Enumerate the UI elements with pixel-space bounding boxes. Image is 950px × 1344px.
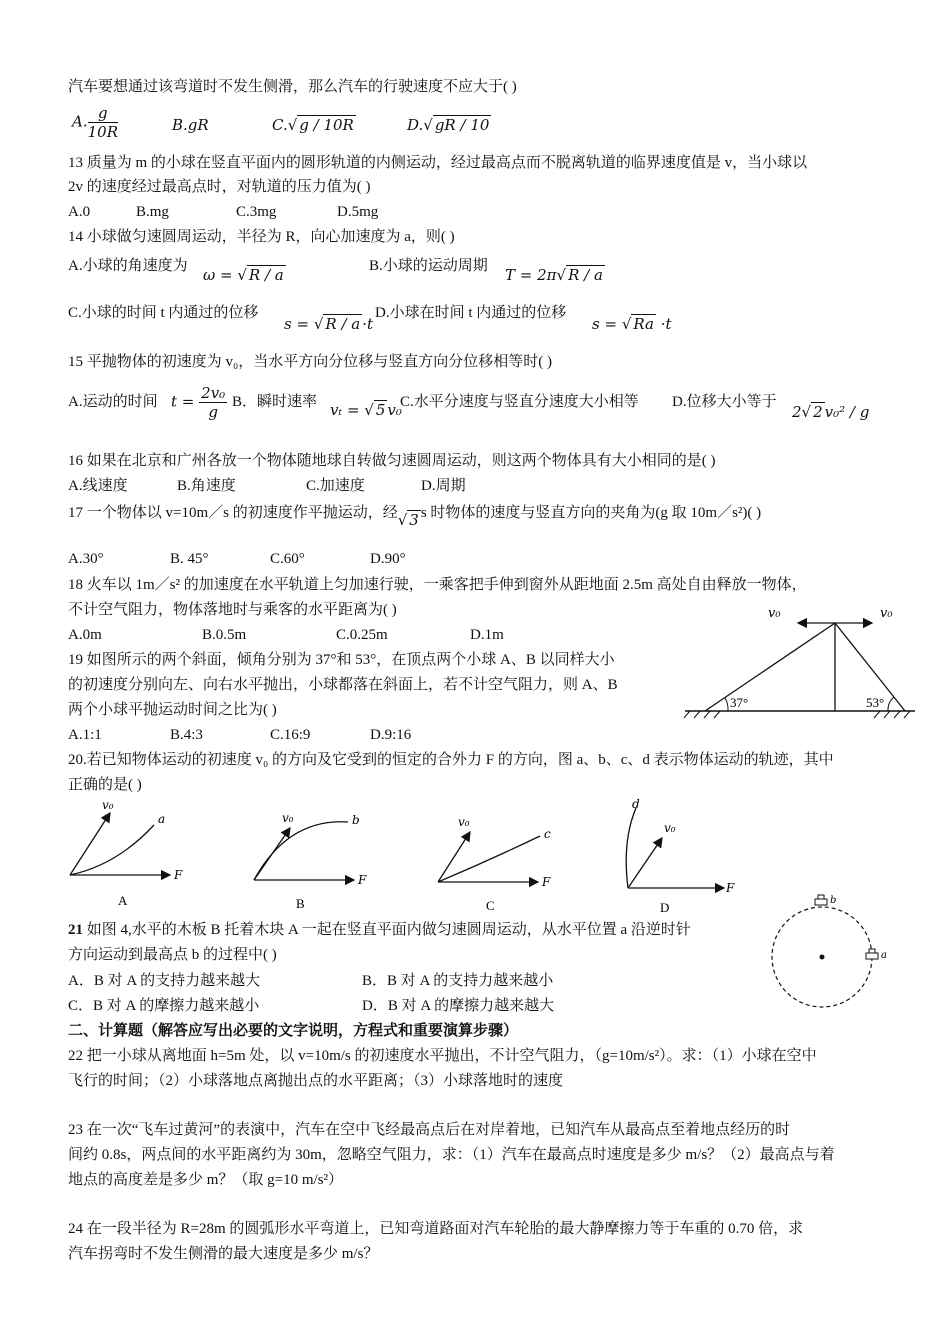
- q17-option-b: B. 45°: [170, 551, 209, 567]
- q12-option-b: B.gR: [172, 116, 209, 134]
- q18-line1: 18 火车以 1m／s² 的加速度在水平轨道上匀加速行驶，一乘客把手伸到窗外从距地面 2.5m 高处自由释放一物体，: [68, 577, 807, 593]
- v0-left-label: v₀: [768, 606, 781, 621]
- q15-option-a: A.运动的时间: [68, 394, 158, 410]
- curve-label: c: [544, 827, 551, 841]
- q16-option-a: A.线速度: [68, 478, 128, 494]
- angle-arc-left: [725, 698, 728, 711]
- q14-option-b: B.小球的运动周期: [369, 258, 488, 274]
- q14-option-c-formula: s = √ R / a ·t: [284, 315, 374, 333]
- q14-option-d-formula: s = √ Ra ·t: [592, 315, 672, 333]
- force-label: F: [726, 881, 735, 895]
- q20-line2: 正确的是( ): [68, 777, 142, 793]
- q24-line1: 24 在一段半径为 R=28m 的圆弧形水平弯道上，已知弯道路面对汽车轮胎的最大静摩擦力等于车重的 0.70 倍，求: [68, 1221, 804, 1237]
- q13-option-a: A.0: [68, 204, 91, 220]
- q14-option-a-formula: ω = √ R / a: [203, 266, 284, 284]
- q13-option-b: B.mg: [136, 204, 169, 220]
- q20-figure-a: [62, 795, 192, 910]
- left-incline: [705, 623, 835, 711]
- q21-line2: 方向运动到最高点 b 的过程中( ): [68, 947, 277, 963]
- block-at-b: [815, 899, 827, 905]
- trajectory-a: [70, 825, 154, 875]
- curve-label: a: [158, 812, 166, 826]
- angle-53-label: 53°: [866, 695, 885, 710]
- label-b: b: [830, 895, 837, 906]
- v0-label: v₀: [282, 811, 294, 825]
- angle-37-label: 37°: [730, 695, 749, 710]
- q14-option-c: C.小球的时间 t 内通过的位移: [68, 305, 259, 321]
- q13-option-c: C.3mg: [236, 204, 277, 220]
- trajectory-d: [626, 808, 636, 888]
- q23-line1: 23 在一次“飞车过黄河”的表演中，汽车在空中飞经最高点后在对岸着地，已知汽车从最高点至着地点经历的时: [68, 1122, 791, 1138]
- q19-line3: 两个小球平抛运动时间之比为( ): [68, 702, 277, 718]
- figure-caption: A: [118, 893, 128, 908]
- q13-line2: 2v 的速度经过最高点时，对轨道的压力值为( ): [68, 179, 371, 195]
- q21-option-c: C．B 对 A 的摩擦力越来越小: [68, 998, 260, 1014]
- figure-caption: C: [486, 898, 495, 913]
- q20-figure-b: [248, 808, 378, 918]
- q23-line2: 间约 0.8s，两点间的水平距离约为 30m，忽略空气阻力，求：（1）汽车在最高点时速度是多少 m/s？（2）最高点与着: [68, 1147, 835, 1163]
- center-point: [820, 955, 825, 960]
- q14-option-d: D.小球在时间 t 内通过的位移: [375, 305, 567, 321]
- q13-line1: 13 质量为 m 的小球在竖直平面内的圆形轨道的内侧运动，经过最高点而不脱离轨道的临界速度值是 v，当小球以: [68, 155, 808, 171]
- force-label: F: [542, 875, 551, 889]
- v0-label: v₀: [664, 821, 676, 835]
- q18-line2: 不计空气阻力，物体落地时与乘客的水平距离为( ): [68, 602, 397, 618]
- q20-figure-c: [430, 810, 560, 920]
- q19-option-c: C.16:9: [270, 727, 311, 743]
- figure-caption: B: [296, 896, 305, 911]
- q17-option-d: D.90°: [370, 551, 406, 567]
- v0-label: v₀: [458, 815, 470, 829]
- q15-option-c: C.水平分速度与竖直分速度大小相等: [400, 394, 639, 410]
- q20-figure-d: [620, 796, 750, 914]
- q17-stem: 17 一个物体以 v=10m／s 的初速度作平抛运动，经√ 3 s 时物体的速度与竖直方向的夹角为(g 取 10m／s²)( ): [68, 505, 762, 529]
- force-label: F: [174, 868, 183, 882]
- q19-option-a: A.1:1: [68, 727, 102, 743]
- q15-option-b-formula: vₜ = √ 5 v₀: [330, 401, 402, 419]
- v0-label: v₀: [102, 798, 114, 812]
- q21-line1: 21 如图 4,水平的木板 B 托着木块 A 一起在竖直平面内做匀速圆周运动，从水平位置 a 沿逆时针: [68, 922, 691, 938]
- q18-option-a: A.0m: [68, 627, 102, 643]
- q17-option-c: C.60°: [270, 551, 305, 567]
- q12-option-d: D.√ gR / 10: [407, 116, 490, 134]
- q19-line1: 19 如图所示的两个斜面，倾角分别为 37°和 53°，在顶点两个小球 A、B 以同样大小: [68, 652, 615, 668]
- trajectory-b: [254, 822, 348, 880]
- q15-option-b: B．瞬时速率: [232, 394, 318, 410]
- q12-option-a: A. $\frac{g}{10R}$: [72, 104, 118, 141]
- q21-circle-figure: [770, 895, 900, 1015]
- q21-option-b: B．B 对 A 的支持力越来越小: [362, 973, 554, 989]
- q14-option-b-formula: T = 2π√ R / a: [505, 266, 603, 284]
- q24-line2: 汽车拐弯时不发生侧滑的最大速度是多少 m/s？: [68, 1246, 379, 1262]
- section-heading: 二、计算题（解答应写出必要的文字说明，方程式和重要演算步骤）: [68, 1023, 519, 1039]
- q20-line1: 20.若已知物体运动的初速度 v₀ 的方向及它受到的恒定的合外力 F 的方向，图 a、b、c、d 表示物体运动的轨迹，其中: [68, 752, 834, 768]
- q17-option-a: A.30°: [68, 551, 104, 567]
- q19-option-d: D.9:16: [370, 727, 412, 743]
- q18-option-b: B.0.5m: [202, 627, 247, 643]
- angle-arc-right: [888, 697, 894, 711]
- q12-option-c: C.√ g / 10R: [272, 116, 354, 134]
- figure-caption: D: [660, 900, 670, 915]
- q23-line3: 地点的高度差是多少 m？（取 g=10 m/s²）: [68, 1172, 344, 1188]
- q13-option-d: D.5mg: [337, 204, 379, 220]
- q19-incline-figure: [680, 595, 920, 725]
- q18-option-c: C.0.25m: [336, 627, 388, 643]
- q16-option-b: B.角速度: [177, 478, 236, 494]
- q16-option-d: D.周期: [421, 478, 466, 494]
- q19-option-b: B.4:3: [170, 727, 203, 743]
- q21-option-a: A．B 对 A 的支持力越来越大: [68, 973, 261, 989]
- q14-option-a: A.小球的角速度为: [68, 258, 188, 274]
- q16-option-c: C.加速度: [306, 478, 365, 494]
- q18-option-d: D.1m: [470, 627, 504, 643]
- ground-hatching: [684, 711, 910, 718]
- q22-line2: 飞行的时间；（2）小球落地点离抛出点的水平距离；（3）小球落地时的速度: [68, 1073, 564, 1089]
- q16-stem: 16 如果在北京和广州各放一个物体随地球自转做匀速圆周运动，则这两个物体具有大小相同的是( ): [68, 453, 716, 469]
- q22-line1: 22 把一小球从离地面 h=5m 处，以 v=10m/s 的初速度水平抛出，不计空气阻力，（g=10m/s²）。求：（1）小球在空中: [68, 1048, 817, 1064]
- q15-option-d: D.位移大小等于: [672, 394, 777, 410]
- q15-stem: 15 平抛物体的初速度为 v₀，当水平方向分位移与竖直方向分位移相等时( ): [68, 354, 552, 370]
- block-at-a: [866, 953, 878, 959]
- label-a: a: [881, 950, 887, 961]
- q21-option-d: D．B 对 A 的摩擦力越来越大: [362, 998, 555, 1014]
- curve-label: d: [632, 797, 640, 811]
- v0-arrow: [628, 838, 662, 888]
- q15-option-d-formula: 2√ 2 v₀² / g: [792, 403, 870, 421]
- q15-option-a-formula: t = $\frac{\text{2v₀}}{g}$: [171, 384, 226, 421]
- v0-right-label: v₀: [880, 606, 893, 621]
- q12-stem: 汽车要想通过该弯道时不发生侧滑，那么汽车的行驶速度不应大于( ): [68, 79, 517, 95]
- force-label: F: [358, 873, 367, 887]
- q19-line2: 的初速度分别向左、向右水平抛出，小球都落在斜面上，若不计空气阻力，则 A、B: [68, 677, 618, 693]
- curve-label: b: [352, 813, 360, 827]
- v0-arrow: [70, 813, 110, 875]
- q14-stem: 14 小球做匀速圆周运动，半径为 R，向心加速度为 a，则( ): [68, 229, 455, 245]
